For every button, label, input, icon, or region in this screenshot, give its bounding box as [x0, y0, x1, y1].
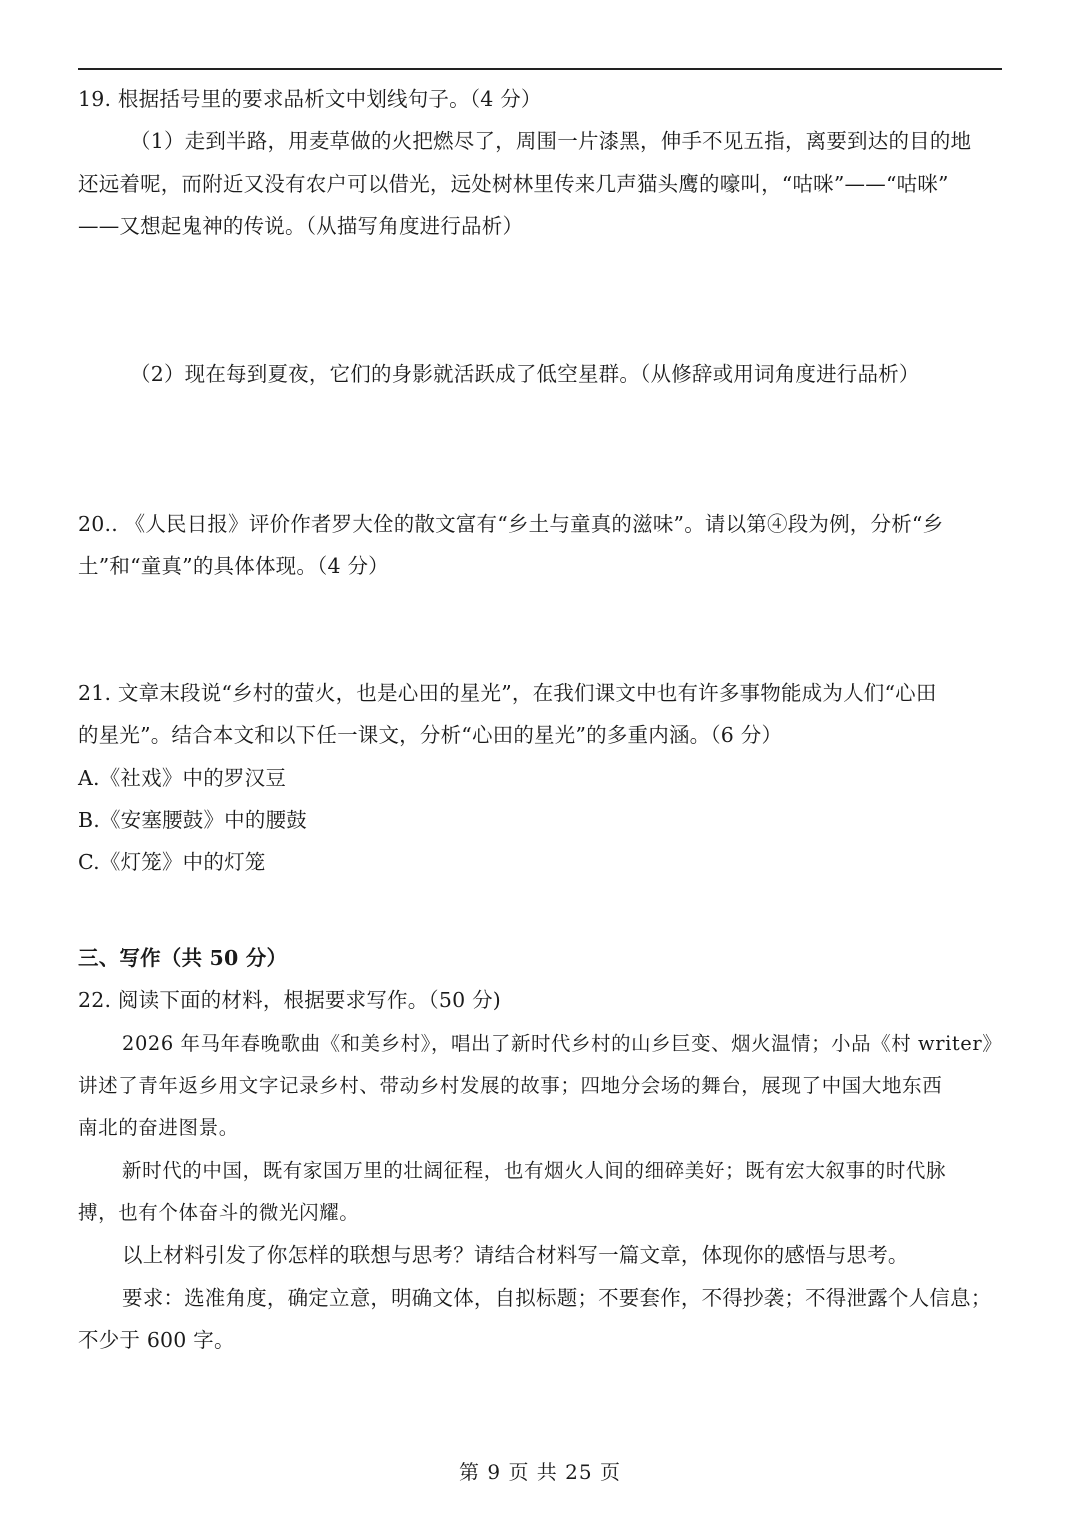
- q20-line1: 20.. 《人民日报》评价作者罗大佺的散文富有“乡土与童真的滋味”。请以第④段为例，分析“乡: [78, 512, 944, 536]
- q19-part1-line2: 还远着呢，而附近又没有农户可以借光，远处树林里传来几声猫头鹰的嚎叫，“咕咪”——“咕咪”: [78, 172, 949, 196]
- q19-part1-line3: ——又想起鬼神的传说。（从描写角度进行品析）: [78, 214, 524, 238]
- q21-option-a: A.《社戏》中的罗汉豆: [78, 766, 287, 790]
- q19-title: 19. 根据括号里的要求品析文中划线句子。（4 分）: [78, 87, 542, 111]
- q22-title: 22. 阅读下面的材料，根据要求写作。（50 分): [78, 988, 501, 1012]
- page-number: 第 9 页 共 25 页: [459, 1460, 621, 1484]
- q22-requirements-line1: 要求：选准角度，确定立意，明确文体，自拟标题；不要套作，不得抄袭；不得泄露个人信息；: [122, 1286, 992, 1310]
- q21-line2: 的星光”。结合本文和以下任一课文，分析“心田的星光”的多重内涵。（6 分）: [78, 723, 783, 747]
- q22-material2-line2: 搏，也有个体奋斗的微光闪耀。: [78, 1201, 360, 1224]
- q22-material1-line3: 南北的奋进图景。: [78, 1116, 239, 1139]
- q21-line1: 21. 文章末段说“乡村的萤火，也是心田的星光”，在我们课文中也有许多事物能成为人们“心田: [78, 681, 937, 705]
- q22-material2-line1: 新时代的中国，既有家国万里的壮阔征程，也有烟火人间的细碎美好；既有宏大叙事的时代脉: [122, 1159, 947, 1182]
- q21-option-c: C.《灯笼》中的灯笼: [78, 850, 266, 874]
- section-heading-writing: 三、写作（共 50 分）: [78, 946, 288, 970]
- q19-part1-line1: （1）走到半路，用麦草做的火把燃尽了，周围一片漆黑，伸手不见五指，离要到达的目的地: [130, 129, 972, 153]
- q20-line2: 土”和“童真”的具体体现。（4 分）: [78, 554, 389, 578]
- q22-material1-line2: 讲述了青年返乡用文字记录乡村、带动乡村发展的故事；四地分会场的舞台，展现了中国大地东西: [78, 1074, 943, 1097]
- q22-prompt: 以上材料引发了你怎样的联想与思考？请结合材料写一篇文章，体现你的感悟与思考。: [122, 1243, 909, 1267]
- q22-material1-line1: 2026 年马年春晚歌曲《和美乡村》，唱出了新时代乡村的山乡巨变、烟火温情；小品《村 writer》: [122, 1032, 1003, 1055]
- q19-part2: （2）现在每到夏夜，它们的身影就活跃成了低空星群。（从修辞或用词角度进行品析）: [130, 362, 920, 386]
- q21-option-b: B.《安塞腰鼓》中的腰鼓: [78, 808, 307, 832]
- q22-requirements-line2: 不少于 600 字。: [78, 1328, 235, 1352]
- header-rule: [78, 68, 1002, 70]
